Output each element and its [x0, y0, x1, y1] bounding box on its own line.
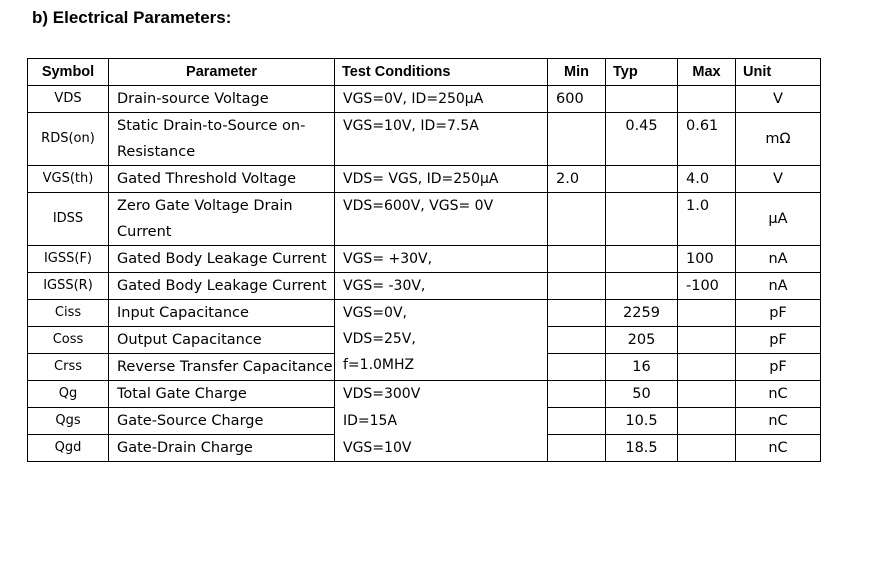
min-cell: 2.0 [548, 166, 606, 193]
table-row [28, 408, 821, 435]
table-row [28, 193, 821, 246]
typ-cell: 10.5 [606, 408, 678, 435]
table-row [28, 166, 821, 193]
unit-cell: V [736, 86, 821, 113]
symbol-cell: IGSS(R) [28, 273, 109, 300]
symbol-cell: Ciss [28, 300, 109, 327]
parameter-cell: Gated Body Leakage Current [109, 273, 335, 300]
unit-cell: nA [736, 273, 821, 300]
typ-cell [606, 246, 678, 273]
min-cell [548, 327, 606, 354]
parameter-cell: Output Capacitance [109, 327, 335, 354]
min-cell [548, 113, 606, 166]
unit-cell: nC [736, 435, 821, 462]
electrical-parameters-table [27, 58, 821, 462]
parameter-cell: Static Drain-to-Source on-Resistance [109, 113, 335, 166]
min-cell [548, 435, 606, 462]
symbol-cell: VGS(th) [28, 166, 109, 193]
conditions-cell: VGS= -30V, [335, 273, 548, 300]
parameter-cell: Zero Gate Voltage Drain Current [109, 193, 335, 246]
unit-cell: nC [736, 381, 821, 408]
unit-cell: nA [736, 246, 821, 273]
parameter-cell: Drain-source Voltage [109, 86, 335, 113]
unit-cell: pF [736, 327, 821, 354]
conditions-cell: VGS= +30V, [335, 246, 548, 273]
parameter-cell: Gate-Source Charge [109, 408, 335, 435]
unit-cell: V [736, 166, 821, 193]
parameter-cell: Total Gate Charge [109, 381, 335, 408]
typ-cell [606, 273, 678, 300]
table-row [28, 86, 821, 113]
symbol-cell: Coss [28, 327, 109, 354]
max-cell [678, 435, 736, 462]
typ-cell: 50 [606, 381, 678, 408]
conditions-cell: VDS=600V, VGS= 0V [335, 193, 548, 246]
header-max: Max [678, 59, 736, 86]
max-cell [678, 327, 736, 354]
capacitance-conditions-cell [335, 300, 548, 381]
header-test-conditions: Test Conditions [335, 59, 548, 86]
max-cell [678, 354, 736, 381]
table-row [28, 246, 821, 273]
symbol-cell: Crss [28, 354, 109, 381]
header-min: Min [548, 59, 606, 86]
parameter-cell: Reverse Transfer Capacitance [109, 354, 335, 381]
unit-cell: µA [736, 193, 821, 246]
conditions-cell: VDS= VGS, ID=250µA [335, 166, 548, 193]
header-row [28, 59, 821, 86]
symbol-cell: RDS(on) [28, 113, 109, 166]
typ-cell: 2259 [606, 300, 678, 327]
unit-cell: pF [736, 300, 821, 327]
parameter-cell: Gate-Drain Charge [109, 435, 335, 462]
unit-cell: pF [736, 354, 821, 381]
table-row [28, 381, 821, 408]
min-cell [548, 408, 606, 435]
min-cell [548, 273, 606, 300]
symbol-cell: Qgd [28, 435, 109, 462]
typ-cell: 0.45 [606, 113, 678, 166]
conditions-cell: VGS=0V, ID=250µA [335, 86, 548, 113]
symbol-cell: VDS [28, 86, 109, 113]
max-cell: 100 [678, 246, 736, 273]
header-unit: Unit [736, 59, 821, 86]
parameter-cell: Gated Threshold Voltage [109, 166, 335, 193]
max-cell: 0.61 [678, 113, 736, 166]
condition-line: VGS=0V, [343, 305, 407, 321]
symbol-cell: Qg [28, 381, 109, 408]
typ-cell: 18.5 [606, 435, 678, 462]
symbol-cell: Qgs [28, 408, 109, 435]
unit-cell: mΩ [736, 113, 821, 166]
table-row [28, 113, 821, 166]
min-cell: 600 [548, 86, 606, 113]
max-cell [678, 408, 736, 435]
min-cell [548, 193, 606, 246]
symbol-cell: IGSS(F) [28, 246, 109, 273]
max-cell [678, 300, 736, 327]
unit-cell: nC [736, 408, 821, 435]
max-cell [678, 381, 736, 408]
max-cell: 4.0 [678, 166, 736, 193]
header-symbol: Symbol [28, 59, 109, 86]
typ-cell: 205 [606, 327, 678, 354]
section-heading: b) Electrical Parameters: [32, 8, 232, 27]
parameter-cell: Gated Body Leakage Current [109, 246, 335, 273]
typ-cell: 16 [606, 354, 678, 381]
header-typ: Typ [606, 59, 678, 86]
conditions-cell: VDS=300V [335, 381, 548, 408]
typ-cell [606, 86, 678, 113]
table-row [28, 273, 821, 300]
min-cell [548, 300, 606, 327]
min-cell [548, 381, 606, 408]
condition-line: f=1.0MHZ [343, 357, 415, 373]
table-body [28, 86, 821, 462]
parameter-cell: Input Capacitance [109, 300, 335, 327]
conditions-cell: VGS=10V, ID=7.5A [335, 113, 548, 166]
header-parameter: Parameter [109, 59, 335, 86]
symbol-cell: IDSS [28, 193, 109, 246]
table-row [28, 300, 821, 327]
typ-cell [606, 166, 678, 193]
max-cell [678, 86, 736, 113]
max-cell: 1.0 [678, 193, 736, 246]
min-cell [548, 354, 606, 381]
table-row [28, 435, 821, 462]
min-cell [548, 246, 606, 273]
conditions-cell: VGS=10V [335, 435, 548, 462]
typ-cell [606, 193, 678, 246]
conditions-cell: ID=15A [335, 408, 548, 435]
max-cell: -100 [678, 273, 736, 300]
condition-line: VDS=25V, [343, 331, 416, 347]
